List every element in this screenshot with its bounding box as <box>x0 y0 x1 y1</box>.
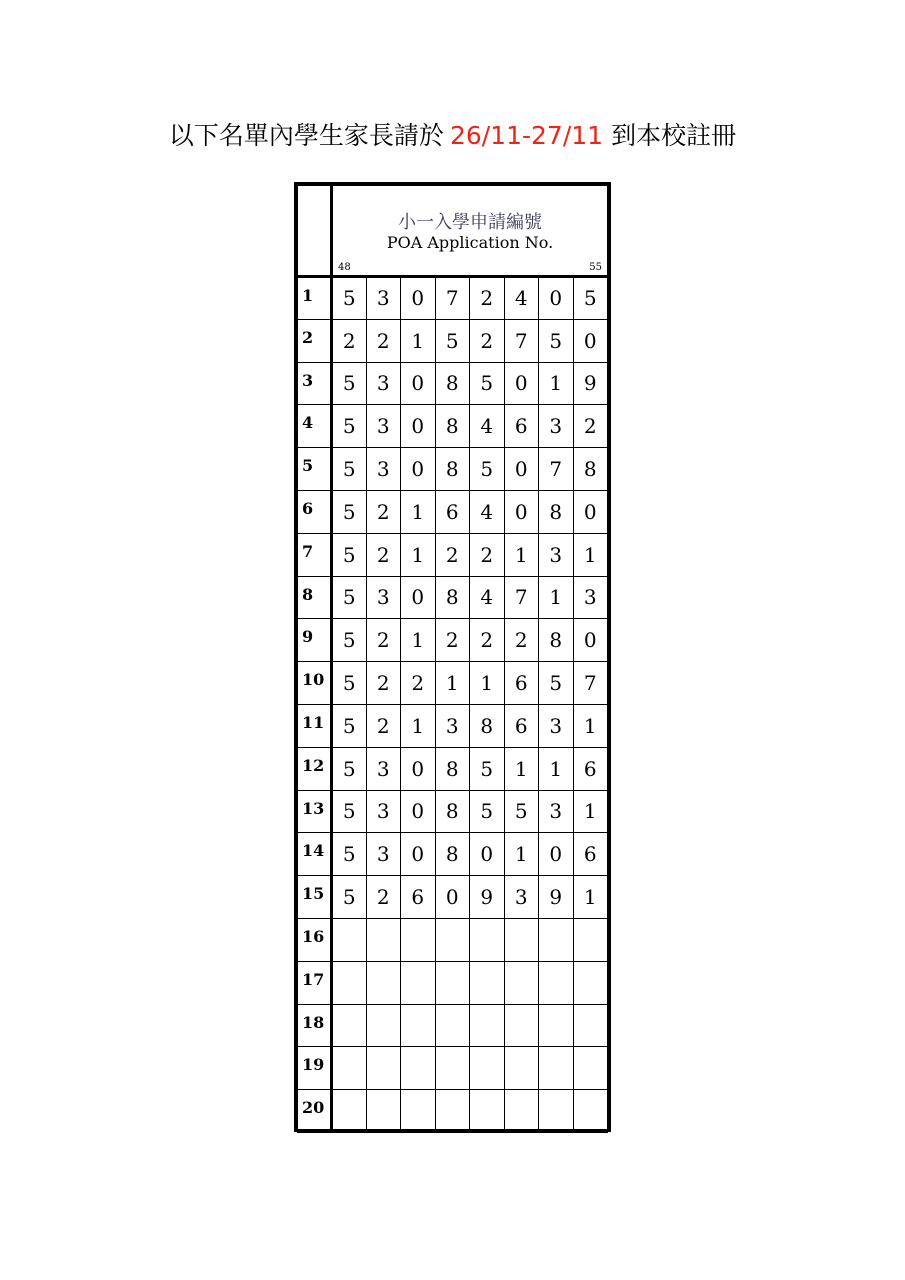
poa-table <box>297 185 608 1133</box>
digit-cell <box>435 1090 470 1133</box>
digit-cell: 3 <box>539 405 574 448</box>
table-row <box>298 362 608 405</box>
row-index: 12 <box>298 747 332 790</box>
digit-cell: 8 <box>435 362 470 405</box>
table-row <box>298 747 608 790</box>
digit-cell: 2 <box>435 533 470 576</box>
digit-cell <box>470 1004 505 1047</box>
digit-cell: 1 <box>504 533 539 576</box>
header-title-cell <box>332 186 608 277</box>
table-row <box>298 319 608 362</box>
row-index: 7 <box>298 533 332 576</box>
digit-cell: 1 <box>573 790 608 833</box>
digit-cell: 0 <box>401 448 436 491</box>
digit-cell: 1 <box>573 533 608 576</box>
digit-cell: 5 <box>470 362 505 405</box>
digit-cell: 5 <box>504 790 539 833</box>
digit-cell <box>504 1090 539 1133</box>
digit-cell: 5 <box>332 704 367 747</box>
digit-cell: 5 <box>332 619 367 662</box>
table-row <box>298 619 608 662</box>
digit-cell <box>539 918 574 961</box>
digit-cell: 0 <box>539 833 574 876</box>
digit-cell: 0 <box>435 876 470 919</box>
digit-cell: 8 <box>539 619 574 662</box>
digit-cell: 3 <box>366 405 401 448</box>
table-row <box>298 448 608 491</box>
notice-suffix: 到本校註冊 <box>611 121 737 150</box>
table-row <box>298 704 608 747</box>
digit-cell: 3 <box>435 704 470 747</box>
digit-cell: 6 <box>573 833 608 876</box>
digit-cell: 5 <box>332 747 367 790</box>
digit-cell <box>332 1090 367 1133</box>
digit-cell: 1 <box>539 747 574 790</box>
digit-cell <box>401 918 436 961</box>
table-row <box>298 1090 608 1133</box>
digit-cell: 2 <box>504 619 539 662</box>
digit-cell <box>504 1047 539 1090</box>
digit-cell: 1 <box>401 533 436 576</box>
table-row <box>298 918 608 961</box>
header-end-number: 55 <box>589 262 602 273</box>
digit-cell: 5 <box>332 362 367 405</box>
digit-cell: 2 <box>366 533 401 576</box>
digit-cell: 2 <box>366 490 401 533</box>
digit-cell: 0 <box>504 362 539 405</box>
digit-cell <box>470 918 505 961</box>
row-index: 1 <box>298 277 332 320</box>
row-index: 14 <box>298 833 332 876</box>
digit-cell: 6 <box>435 490 470 533</box>
digit-cell: 7 <box>573 662 608 705</box>
digit-cell: 0 <box>573 319 608 362</box>
table-row <box>298 533 608 576</box>
digit-cell: 1 <box>539 576 574 619</box>
digit-cell: 5 <box>332 576 367 619</box>
digit-cell: 5 <box>332 533 367 576</box>
digit-cell: 1 <box>504 833 539 876</box>
digit-cell: 8 <box>435 576 470 619</box>
digit-cell <box>504 1004 539 1047</box>
digit-cell: 3 <box>366 277 401 320</box>
digit-cell: 1 <box>539 362 574 405</box>
digit-cell: 2 <box>435 619 470 662</box>
row-index: 17 <box>298 961 332 1004</box>
digit-cell: 4 <box>470 576 505 619</box>
row-index: 19 <box>298 1047 332 1090</box>
digit-cell: 5 <box>435 319 470 362</box>
digit-cell: 2 <box>470 319 505 362</box>
digit-cell: 0 <box>401 747 436 790</box>
digit-cell: 3 <box>366 362 401 405</box>
row-index: 18 <box>298 1004 332 1047</box>
digit-cell <box>573 961 608 1004</box>
digit-cell: 3 <box>366 576 401 619</box>
digit-cell: 1 <box>401 619 436 662</box>
digit-cell: 0 <box>504 448 539 491</box>
digit-cell <box>435 961 470 1004</box>
digit-cell <box>332 1047 367 1090</box>
table-row <box>298 576 608 619</box>
digit-cell <box>332 1004 367 1047</box>
digit-cell: 8 <box>435 790 470 833</box>
digit-cell: 4 <box>470 405 505 448</box>
digit-cell: 3 <box>573 576 608 619</box>
digit-cell: 2 <box>366 876 401 919</box>
digit-cell: 7 <box>504 576 539 619</box>
digit-cell: 7 <box>435 277 470 320</box>
digit-cell <box>504 961 539 1004</box>
row-index: 4 <box>298 405 332 448</box>
digit-cell: 8 <box>573 448 608 491</box>
digit-cell: 5 <box>470 747 505 790</box>
digit-cell <box>435 918 470 961</box>
digit-cell: 5 <box>539 319 574 362</box>
digit-cell: 0 <box>573 619 608 662</box>
digit-cell: 8 <box>435 448 470 491</box>
digit-cell: 7 <box>504 319 539 362</box>
table-row <box>298 490 608 533</box>
digit-cell <box>539 961 574 1004</box>
digit-cell: 1 <box>435 662 470 705</box>
digit-cell: 7 <box>539 448 574 491</box>
poa-application-table <box>294 182 611 1132</box>
digit-cell <box>401 1047 436 1090</box>
digit-cell: 2 <box>366 704 401 747</box>
digit-cell <box>401 1090 436 1133</box>
table-row <box>298 961 608 1004</box>
digit-cell: 5 <box>332 405 367 448</box>
digit-cell: 8 <box>435 747 470 790</box>
digit-cell <box>332 961 367 1004</box>
table-row <box>298 876 608 919</box>
digit-cell: 6 <box>504 405 539 448</box>
digit-cell: 2 <box>332 319 367 362</box>
digit-cell: 0 <box>539 277 574 320</box>
digit-cell: 3 <box>504 876 539 919</box>
digit-cell: 0 <box>401 833 436 876</box>
digit-cell: 0 <box>470 833 505 876</box>
digit-cell: 5 <box>332 876 367 919</box>
digit-cell: 3 <box>366 747 401 790</box>
row-index: 8 <box>298 576 332 619</box>
digit-cell: 9 <box>470 876 505 919</box>
digit-cell: 1 <box>401 319 436 362</box>
digit-cell <box>366 1090 401 1133</box>
digit-cell: 5 <box>332 448 367 491</box>
notice-prefix: 以下名單內學生家長請於 <box>168 121 444 150</box>
digit-cell: 1 <box>401 490 436 533</box>
digit-cell: 8 <box>470 704 505 747</box>
digit-cell: 2 <box>401 662 436 705</box>
table-row <box>298 833 608 876</box>
notice-date-range: 26/11-27/11 <box>449 121 604 150</box>
digit-cell <box>573 1090 608 1133</box>
row-index: 15 <box>298 876 332 919</box>
digit-cell: 8 <box>435 405 470 448</box>
table-row <box>298 1004 608 1047</box>
row-index: 10 <box>298 662 332 705</box>
digit-cell: 5 <box>332 277 367 320</box>
digit-cell: 3 <box>539 704 574 747</box>
table-row <box>298 790 608 833</box>
digit-cell: 0 <box>504 490 539 533</box>
digit-cell: 9 <box>573 362 608 405</box>
digit-cell <box>401 961 436 1004</box>
digit-cell: 0 <box>401 790 436 833</box>
digit-cell: 2 <box>470 533 505 576</box>
digit-cell: 3 <box>366 448 401 491</box>
digit-cell <box>470 1047 505 1090</box>
digit-cell: 6 <box>504 662 539 705</box>
digit-cell <box>366 1047 401 1090</box>
row-index: 13 <box>298 790 332 833</box>
digit-cell <box>573 1004 608 1047</box>
digit-cell <box>332 918 367 961</box>
digit-cell: 5 <box>332 833 367 876</box>
digit-cell <box>539 1090 574 1133</box>
row-index: 11 <box>298 704 332 747</box>
digit-cell <box>539 1004 574 1047</box>
digit-cell: 5 <box>332 490 367 533</box>
digit-cell <box>366 918 401 961</box>
digit-cell: 0 <box>573 490 608 533</box>
digit-cell <box>573 1047 608 1090</box>
digit-cell: 2 <box>470 277 505 320</box>
digit-cell: 4 <box>470 490 505 533</box>
digit-cell: 3 <box>366 790 401 833</box>
digit-cell: 5 <box>332 790 367 833</box>
digit-cell <box>366 961 401 1004</box>
digit-cell: 0 <box>401 405 436 448</box>
digit-cell: 6 <box>504 704 539 747</box>
digit-cell: 5 <box>470 448 505 491</box>
digit-cell <box>435 1047 470 1090</box>
digit-cell: 0 <box>401 576 436 619</box>
table-row <box>298 405 608 448</box>
digit-cell: 8 <box>539 490 574 533</box>
digit-cell <box>504 918 539 961</box>
digit-cell: 2 <box>573 405 608 448</box>
table-row <box>298 277 608 320</box>
row-index: 6 <box>298 490 332 533</box>
digit-cell: 3 <box>539 790 574 833</box>
digit-cell: 1 <box>504 747 539 790</box>
header-title-chinese: 小一入學申請編號 <box>398 212 542 233</box>
digit-cell: 1 <box>573 704 608 747</box>
digit-cell: 3 <box>539 533 574 576</box>
row-index: 2 <box>298 319 332 362</box>
digit-cell: 1 <box>470 662 505 705</box>
digit-cell: 1 <box>573 876 608 919</box>
digit-cell: 0 <box>401 362 436 405</box>
digit-cell: 1 <box>401 704 436 747</box>
digit-cell <box>470 961 505 1004</box>
digit-cell: 2 <box>366 319 401 362</box>
digit-cell <box>573 918 608 961</box>
digit-cell: 5 <box>470 790 505 833</box>
row-index: 20 <box>298 1090 332 1133</box>
digit-cell: 5 <box>332 662 367 705</box>
header-start-number: 48 <box>338 262 351 273</box>
digit-cell: 5 <box>539 662 574 705</box>
row-index: 9 <box>298 619 332 662</box>
digit-cell <box>366 1004 401 1047</box>
table-header-row <box>298 186 608 277</box>
digit-cell: 2 <box>366 619 401 662</box>
digit-cell: 9 <box>539 876 574 919</box>
registration-notice <box>0 118 905 154</box>
row-index: 16 <box>298 918 332 961</box>
digit-cell: 0 <box>401 277 436 320</box>
digit-cell: 4 <box>504 277 539 320</box>
table-row <box>298 1047 608 1090</box>
row-index: 3 <box>298 362 332 405</box>
header-index-cell <box>298 186 332 277</box>
digit-cell: 8 <box>435 833 470 876</box>
digit-cell: 5 <box>573 277 608 320</box>
digit-cell: 3 <box>366 833 401 876</box>
digit-cell: 6 <box>573 747 608 790</box>
table-row <box>298 662 608 705</box>
digit-cell: 2 <box>470 619 505 662</box>
digit-cell: 2 <box>366 662 401 705</box>
digit-cell <box>435 1004 470 1047</box>
digit-cell <box>401 1004 436 1047</box>
header-title-english: POA Application No. <box>386 233 554 252</box>
digit-cell <box>470 1090 505 1133</box>
digit-cell: 6 <box>401 876 436 919</box>
digit-cell <box>539 1047 574 1090</box>
row-index: 5 <box>298 448 332 491</box>
